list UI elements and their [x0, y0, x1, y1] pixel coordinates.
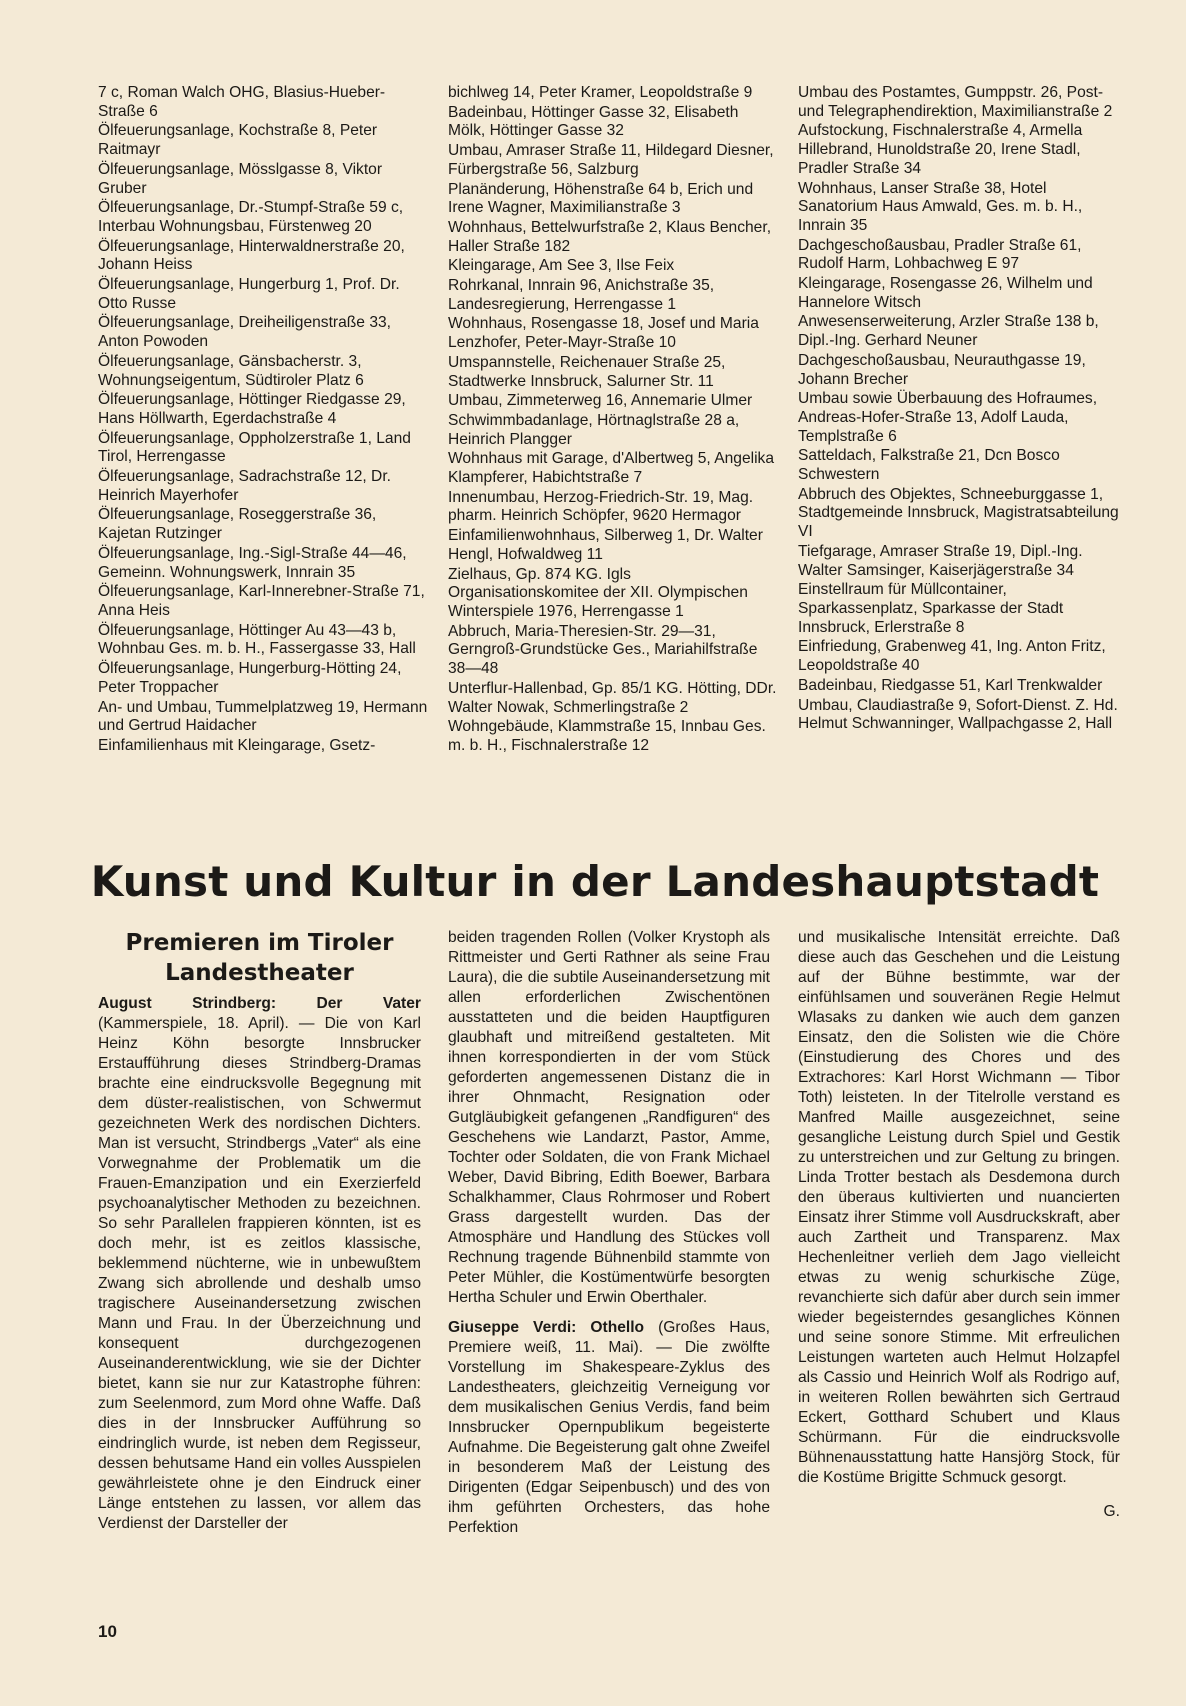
permit-entry: Abbruch, Maria-Theresien-Str. 29—31, Gerngroß-Grundstücke Ges., Mariahilfstraße 38—48 — [448, 622, 758, 678]
permit-entry: Einfamilienhaus mit Kleingarage, Gsetz- — [98, 736, 376, 754]
review-der-vater — [98, 994, 421, 1534]
permit-entry: Anwesenserweiterung, Arzler Straße 138 b, Dipl.-Ing. Gerhard Neuner — [798, 313, 1099, 350]
review-text: (Kammerspiele, 18. April). — Die von Karl Heinz Köhn besorgte Innsbrucker Erstaufführung dieses Strindberg-Dramas brachte eine eindrucksvolle Begegnung mit dem düster-realistischen, von Schwermut gezeichneten Werk des nordischen Dichters. Man ist versucht, Strindbergs „Vater“ als eine Vorwegnahme der Problematik um die Frauen-Emanzipation und ein Exerzierfeld psychoanalytischer Methoden zu bezeichnen. So sehr Parallelen frappieren könnten, ist es doch mehr, ist es zeitlos klassische, beklemmend nüchterne, wie in unbewußtem Zwang sich abrollende und deshalb umso tragischere Auseinandersetzung zwischen Mann und Frau. In der Überzeichnung und konsequent durchgezogenen Auseinanderentwicklung, wie sie der Dichter bietet, kann sie nur zur Katastrophe führen: zum Seelenmord, zum Mord ohne Waffe. Daß dies in der Innsbrucker Aufführung so eindringlich wurde, ist neben dem Regisseur, dessen behutsame Hand ein volles Ausspielen gewährleistete ohne je den Eindruck einer Länge entstehen zu lassen, vor allem das Verdienst der Darsteller der — [98, 1015, 421, 1532]
article-column-2 — [448, 928, 770, 1548]
permit-entry: Rohrkanal, Innrain 96, Anichstraße 35, Landesregierung, Herrengasse 1 — [448, 277, 715, 313]
permit-entry: Ölfeuerungsanlage, Hinterwaldnerstraße 20, Johann Heiss — [98, 237, 405, 274]
play-title-der-vater: August Strindberg: Der Vater — [98, 995, 421, 1012]
permit-entry: Ölfeuerungsanlage, Hungerburg-Hötting 24, Peter Troppacher — [98, 660, 402, 696]
permit-listing-column-3 — [798, 84, 1128, 735]
article-subheading: Premieren im Tiroler Landestheater — [125, 930, 394, 986]
permit-entry: Ölfeuerungsanlage, Karl-Innerebner-Straße 71, Anna Heis — [98, 583, 425, 619]
permit-entry: Ölfeuerungsanlage, Mösslgasse 8, Viktor Gruber — [98, 160, 383, 197]
permit-entry: Ölfeuerungsanlage, Höttinger Riedgasse 29, Hans Höllwarth, Egerdachstraße 4 — [98, 391, 406, 427]
permit-entry: bichlweg 14, Peter Kramer, Leopoldstraße 9 — [448, 84, 753, 101]
permit-entry: Wohnhaus, Lanser Straße 38, Hotel Sanatorium Haus Amwald, Ges. m. b. H., Innrain 35 — [798, 179, 1083, 234]
permit-entry: Umbau, Claudiastraße 9, Sofort-Dienst. Z. Hd. Helmut Schwanninger, Wallpachgasse 2, Hall — [798, 696, 1118, 733]
permit-entry: Wohnhaus, Rosengasse 18, Josef und Maria Lenzhofer, Peter-Mayr-Straße 10 — [448, 315, 759, 352]
permit-entry: Innenumbau, Herzog-Friedrich-Str. 19, Mag. pharm. Heinrich Schöpfer, 9620 Hermagor — [448, 488, 754, 525]
permit-entry: Wohnhaus mit Garage, d'Albertweg 5, Angelika Klampferer, Habichtstraße 7 — [448, 450, 775, 487]
permit-entry: Umbau, Zimmeterweg 16, Annemarie Ulmer — [448, 392, 753, 410]
permit-entry: Dachgeschoßausbau, Neurauthgasse 19, Johann Brecher — [798, 351, 1086, 388]
permit-entry: Ölfeuerungsanlage, Dr.-Stumpf-Straße 59 c, Interbau Wohnungsbau, Fürstenweg 20 — [98, 199, 404, 235]
permit-listing-column-2 — [448, 84, 778, 757]
permit-entry: Dachgeschoßausbau, Pradler Straße 61, Rudolf Harm, Lohbachweg E 97 — [798, 236, 1082, 273]
review-text: beiden tragenden Rollen (Volker Krystoph als Rittmeister und Gerti Rathner als seine Frau Laura), die die subtile Auseinandersetzung mit allen erforderlichen Zwischentönen ausstatteten und die beiden Hauptfiguren glaubhaft und mitreißend gestalteten. Mit ihnen korrespondierten in der vom Stück geforderten angemessenen Distanz die in ihrer Ohnmacht, Resignation oder Gutgläubigkeit gefangenen „Randfiguren“ des Geschehens wie Landarzt, Pastor, Amme, Tochter oder Soldaten, die von Frank Michael Weber, David Bibring, Edith Boewer, Barbara Schalkhammer, Claus Rohrmoser und Robert Grass dargestellt wurden. Das der Atmosphäre und Handlung des Stückes voll Rechnung tragende Bühnenbild stammte von Peter Mühler, die Kostümentwürfe besorgten Hertha Schuler und Erwin Oberthaler. — [448, 929, 770, 1306]
permit-entry: Wohnhaus, Bettelwurfstraße 2, Klaus Bencher, Haller Straße 182 — [448, 218, 772, 255]
author-signature: G. — [1103, 1503, 1120, 1520]
permit-entry: Umspannstelle, Reichenauer Straße 25, Stadtwerke Innsbruck, Salurner Str. 11 — [448, 353, 726, 390]
permit-entry: Aufstockung, Fischnalerstraße 4, Armella Hillebrand, Hunoldstraße 20, Irene Stadl, Pradler Straße 34 — [798, 122, 1083, 177]
permit-entry: Ölfeuerungsanlage, Gänsbacherstr. 3, Wohnungseigentum, Südtiroler Platz 6 — [98, 352, 364, 389]
permit-entry: Kleingarage, Rosengasse 26, Wilhelm und Hannelore Witsch — [798, 275, 1093, 311]
article-column-3 — [798, 928, 1120, 1522]
permit-entry: Ölfeuerungsanlage, Oppholzerstraße 1, Land Tirol, Herrengasse — [98, 429, 411, 466]
permit-entry: Ölfeuerungsanlage, Dreiheiligenstraße 33, Anton Powoden — [98, 314, 391, 351]
permit-entry: Wohngebäude, Klammstraße 15, Innbau Ges. m. b. H., Fischnalerstraße 12 — [448, 718, 766, 754]
permit-entry: Einfriedung, Grabenweg 41, Ing. Anton Fritz, Leopoldstraße 40 — [798, 638, 1106, 675]
review-text: (Großes Haus, Premiere weiß, 11. Mai). — Die zwölfte Vorstellung im Shakespeare-Zyklus des Landestheaters, gleichzeitig Verneigung vor dem musikalischen Genius Verdis, fand beim Innsbrucker Opernpublikum begeisterte Aufnahme. Die Begeisterung galt ohne Zweifel in besonderem Maß der Leistung des Dirigenten (Edgar Seipenbusch) und des von ihm geführten Orchesters, das hohe Perfektion — [448, 1319, 770, 1536]
permit-entry: Umbau, Amraser Straße 11, Hildegard Diesner, Fürbergstraße 56, Salzburg — [448, 142, 774, 178]
article-column-1 — [98, 928, 421, 1544]
permit-entry: Ölfeuerungsanlage, Roseggerstraße 36, Kajetan Rutzinger — [98, 506, 377, 543]
permit-entry: Ölfeuerungsanlage, Ing.-Sigl-Straße 44—46, Gemeinn. Wohnungswerk, Innrain 35 — [98, 544, 407, 581]
permit-entry: Badeinbau, Riedgasse 51, Karl Trenkwalder — [798, 676, 1103, 694]
permit-entry: Unterflur-Hallenbad, Gp. 85/1 KG. Hötting, DDr. Walter Nowak, Schmerlingstraße 2 — [448, 679, 777, 716]
permit-entry: Ölfeuerungsanlage, Sadrachstraße 12, Dr. Heinrich Mayerhofer — [98, 468, 391, 504]
permit-entry: 7 c, Roman Walch OHG, Blasius-Hueber-Straße 6 — [98, 84, 386, 120]
permit-entry: Ölfeuerungsanlage, Hungerburg 1, Prof. Dr. Otto Russe — [98, 276, 400, 312]
section-headline: Kunst und Kultur in der Landeshauptstadt — [90, 857, 1100, 906]
permit-entry: Planänderung, Höhenstraße 64 b, Erich und Irene Wagner, Maximilianstraße 3 — [448, 180, 754, 217]
permit-entry: Abbruch des Objektes, Schneeburggasse 1, Stadtgemeinde Innsbruck, Magistratsabteilung VI — [798, 485, 1119, 541]
permit-entry: An- und Umbau, Tummelplatzweg 19, Hermann und Gertrud Haidacher — [98, 698, 428, 735]
permit-entry: Umbau des Postamtes, Gumppstr. 26, Post- und Telegraphendirektion, Maximilianstraße 2 — [798, 84, 1113, 120]
play-title-othello: Giuseppe Verdi: Othello — [448, 1319, 645, 1336]
permit-entry: Einstellraum für Müllcontainer, Sparkassenplatz, Sparkasse der Stadt Innsbruck, Erlerstraße 8 — [798, 581, 1064, 636]
permit-entry: Badeinbau, Höttinger Gasse 32, Elisabeth Mölk, Höttinger Gasse 32 — [448, 103, 739, 140]
permit-entry: Ölfeuerungsanlage, Kochstraße 8, Peter Raitmayr — [98, 122, 378, 159]
permit-entry: Kleingarage, Am See 3, Ilse Feix — [448, 257, 675, 275]
page-number: 10 — [98, 1622, 117, 1641]
review-text: und musikalische Intensität erreichte. Daß diese auch das Geschehen und die Leistung auf der Bühne bestimmte, war der einfühlsamen und souveränen Regie Helmut Wlasaks zu danken wie auch dem ganzen Einsatz, den die Solisten wie die Chöre (Einstudierung des Chores und des Extrachores: Karl Horst Wichmann — Tibor Toth) leisteten. In der Titelrolle verstand es Manfred Maille ausgezeichnet, seine gesangliche Leistung durch Spiel und Gestik zu unterstreichen und zur Geltung zu bringen. Linda Trotter bestach als Desdemona durch den überaus kultivierten und nuancierten Einsatz ihrer Stimme voll Ausdruckskraft, aber auch Zartheit und Transparenz. Max Hechenleitner verlieh dem Jago vielleicht etwas zu wenig schurkische Züge, revanchierte sich dafür aber durch sein immer wieder begeisterndes gesangliches Können und seine sonore Stimme. Mit erfreulichen Leistungen warteten auch Helmut Holzapfel als Cassio und Heinrich Wolf als Rodrigo auf, in weiteren Rollen bewährten sich Gertraud Eckert, Gotthard Schubert und Klaus Schürmann. Für die eindrucksvolle Bühnenausstattung hatte Hansjörg Stock, für die Kostüme Brigitte Schmuck gesorgt. — [798, 929, 1120, 1486]
permit-entry: Schwimmbadanlage, Hörtnaglstraße 28 a, Heinrich Plangger — [448, 411, 740, 448]
permit-entry: Satteldach, Falkstraße 21, Dcn Bosco Schwestern — [798, 447, 1060, 484]
permit-entry: Einfamilienwohnhaus, Silberweg 1, Dr. Walter Hengl, Hofwaldweg 11 — [448, 527, 763, 563]
permit-entry: Tiefgarage, Amraser Straße 19, Dipl.-Ing. Walter Samsinger, Kaiserjägerstraße 34 — [798, 542, 1083, 579]
permit-listing-column-1 — [98, 84, 428, 757]
review-othello — [448, 1318, 770, 1538]
permit-entry: Ölfeuerungsanlage, Höttinger Au 43—43 b, Wohnbau Ges. m. b. H., Fassergasse 33, Hall — [98, 621, 416, 658]
permit-entry: Zielhaus, Gp. 874 KG. Igls Organisationskomitee der XII. Olympischen Winterspiele 1976, Herrengasse 1 — [448, 565, 748, 620]
permit-entry: Umbau sowie Überbauung des Hofraumes, Andreas-Hofer-Straße 13, Adolf Lauda, Templstraße 6 — [798, 390, 1098, 445]
